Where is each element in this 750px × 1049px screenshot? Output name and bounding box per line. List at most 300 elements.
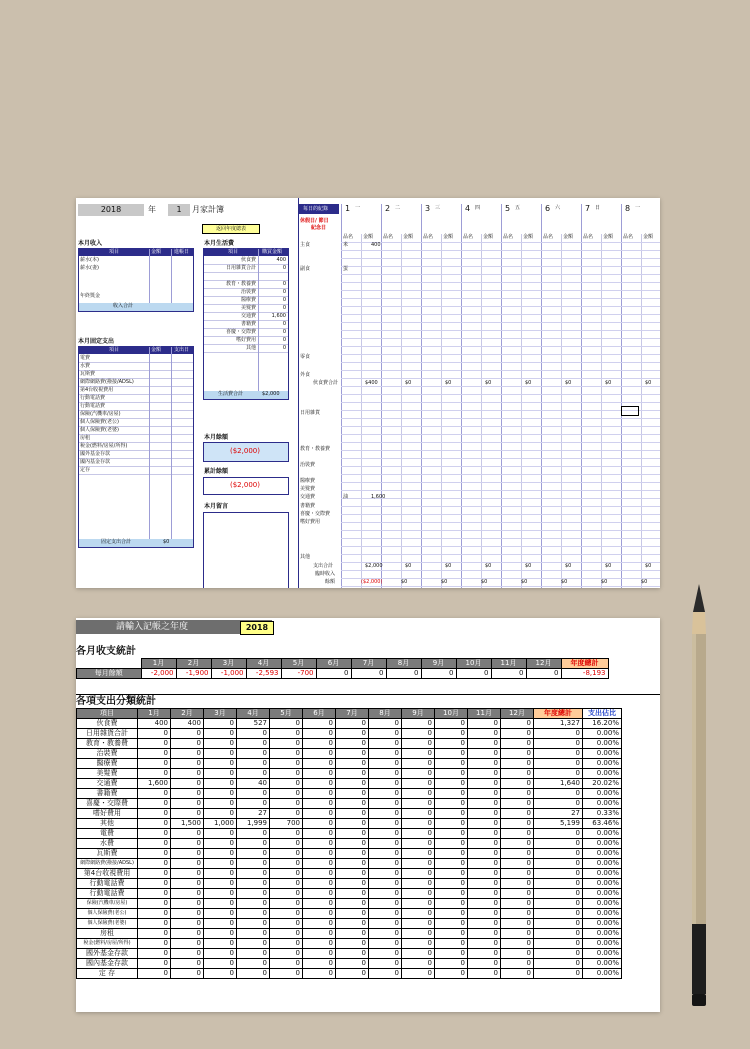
category-month-value: 0	[237, 829, 270, 839]
expense-total-value: $2,000	[365, 563, 383, 569]
category-month-value: 0	[369, 869, 402, 879]
category-month-value: 0	[237, 969, 270, 979]
category-month-value: 0	[468, 879, 501, 889]
day-row-line	[341, 330, 660, 331]
category-month-header: 9月	[402, 709, 435, 719]
category-month-value: 0	[402, 919, 435, 929]
category-month-value: 0	[336, 819, 369, 829]
monthly-balance-value: -2,593	[246, 669, 281, 679]
pencil-icon	[684, 584, 714, 1014]
category-month-value: 0	[336, 909, 369, 919]
entry-amount: 1,600	[371, 494, 386, 500]
category-month-value: 0	[204, 889, 237, 899]
category-month-value: 0	[402, 809, 435, 819]
living-row-label: 伙食費	[240, 257, 256, 263]
category-month-value: 0	[369, 909, 402, 919]
daily-category-label: 其他	[300, 554, 311, 560]
day-row-line	[341, 458, 660, 459]
col-amount: 金額	[403, 234, 414, 240]
fixed-row-label: 行動電話費	[80, 395, 106, 401]
category-row-label: 行動電話費	[77, 879, 138, 889]
day-row-line	[341, 402, 660, 403]
category-item-header: 項目	[77, 709, 138, 719]
category-month-value: 0	[501, 749, 534, 759]
category-month-value: 0	[204, 969, 237, 979]
category-month-value: 0	[171, 759, 204, 769]
day-of-week: 三	[435, 205, 441, 211]
fixed-row	[79, 355, 193, 363]
month-header: 8月	[386, 659, 421, 669]
selected-cell[interactable]	[621, 406, 639, 416]
category-month-value: 0	[369, 789, 402, 799]
daily-category-label: 外食	[300, 372, 311, 378]
category-month-value: 0	[237, 959, 270, 969]
day-row-line	[341, 442, 660, 443]
category-row	[77, 889, 622, 899]
expense-total-value: $0	[485, 563, 492, 569]
category-month-value: 0	[303, 889, 336, 899]
day-row-line	[341, 562, 660, 563]
category-month-value: 0	[501, 729, 534, 739]
category-month-value: 0	[204, 789, 237, 799]
category-month-value: 0	[435, 939, 468, 949]
living-row-label: 治裝費	[240, 289, 256, 295]
category-month-value: 0	[303, 819, 336, 829]
category-month-value: 527	[237, 719, 270, 729]
category-month-value: 0	[204, 739, 237, 749]
category-month-value: 0	[369, 939, 402, 949]
daily-category-label: 醫療費	[300, 478, 316, 484]
category-month-value: 0	[435, 889, 468, 899]
category-month-value: 0	[402, 839, 435, 849]
day-of-week: 一	[355, 205, 361, 211]
category-month-value: 0	[303, 859, 336, 869]
category-month-value: 0	[237, 939, 270, 949]
category-month-value: 0	[468, 779, 501, 789]
category-month-value: 0	[138, 819, 171, 829]
category-month-value: 0	[303, 959, 336, 969]
category-month-value: 0	[303, 759, 336, 769]
category-month-value: 0	[237, 739, 270, 749]
day-of-week: 一	[635, 205, 641, 211]
living-total-value: $2,000	[262, 391, 280, 397]
category-month-value: 0	[336, 739, 369, 749]
day-number: 6	[545, 204, 551, 213]
category-row-label: 水費	[77, 839, 138, 849]
expense-total-value: $0	[565, 563, 572, 569]
living-row-value: 0	[282, 305, 286, 311]
living-row	[204, 273, 288, 281]
category-ratio-value: 0.00%	[583, 759, 622, 769]
fixed-title: 本月固定支出	[78, 338, 115, 345]
category-ratio-value: 0.00%	[583, 939, 622, 949]
category-row-label: 瓦斯費	[77, 849, 138, 859]
category-month-value: 0	[303, 729, 336, 739]
category-month-value: 0	[468, 829, 501, 839]
category-total-value: 0	[534, 739, 583, 749]
category-row-label: 日用雜貨合計	[77, 729, 138, 739]
col-amount: 金額	[483, 234, 494, 240]
monthly-balance-value: -1,000	[211, 669, 246, 679]
balance-value: ($2,000)	[230, 447, 260, 455]
category-total-value: 0	[534, 749, 583, 759]
category-total-value: 0	[534, 789, 583, 799]
category-month-value: 0	[468, 939, 501, 949]
category-month-value: 0	[468, 789, 501, 799]
fixed-row-label: 定存	[80, 467, 91, 473]
fixed-row	[79, 363, 193, 371]
category-month-value: 0	[336, 949, 369, 959]
category-month-value: 1,000	[204, 819, 237, 829]
living-row-value: 0	[282, 321, 286, 327]
category-month-value: 0	[270, 749, 303, 759]
category-month-value: 0	[369, 749, 402, 759]
category-month-value: 0	[435, 969, 468, 979]
day-row-line	[341, 498, 660, 499]
category-row-label: 美髮費	[77, 769, 138, 779]
category-ratio-value: 0.00%	[583, 829, 622, 839]
fixed-table	[78, 346, 194, 548]
year-cell[interactable]: 2018	[78, 204, 144, 216]
category-month-value: 0	[402, 759, 435, 769]
category-month-value: 0	[336, 869, 369, 879]
category-month-value: 0	[435, 899, 468, 909]
fixed-row-label: 個人保險費(老婆)	[80, 427, 119, 433]
category-month-value: 0	[270, 919, 303, 929]
living-row-label: 美髮費	[240, 305, 256, 311]
category-month-value: 0	[435, 829, 468, 839]
day-row-line	[341, 586, 660, 587]
category-row-label: 稅金(燃料/房屋/所得)	[77, 939, 138, 949]
category-month-value: 0	[336, 839, 369, 849]
category-ratio-value: 0.00%	[583, 849, 622, 859]
month-cell[interactable]: 1	[168, 204, 190, 216]
income-total-label: 收入合計	[113, 303, 134, 309]
month-header: 12月	[526, 659, 561, 669]
category-month-value: 0	[402, 869, 435, 879]
category-month-value: 0	[171, 959, 204, 969]
category-month-value: 0	[171, 799, 204, 809]
category-ratio-value: 0.00%	[583, 739, 622, 749]
day-row-line	[341, 530, 660, 531]
category-month-value: 0	[303, 929, 336, 939]
category-total-value: 0	[534, 769, 583, 779]
fixed-row-label: 水費	[80, 363, 91, 369]
category-total-value: 0	[534, 929, 583, 939]
category-month-value: 0	[501, 799, 534, 809]
category-month-value: 0	[138, 849, 171, 859]
category-row-label: 醫療費	[77, 759, 138, 769]
category-month-value: 0	[303, 869, 336, 879]
category-month-value: 0	[501, 859, 534, 869]
category-month-value: 0	[435, 729, 468, 739]
category-month-value: 0	[501, 839, 534, 849]
category-ratio-value: 0.00%	[583, 879, 622, 889]
category-total-value: 0	[534, 949, 583, 959]
fixed-row	[79, 467, 193, 475]
category-month-value: 0	[138, 939, 171, 949]
category-row-label: 房租	[77, 929, 138, 939]
monthly-total-header: 年度總計	[561, 659, 608, 669]
category-month-value: 0	[501, 829, 534, 839]
food-total-value: $0	[605, 380, 612, 386]
monthly-balance-value: -2,000	[141, 669, 176, 679]
category-month-value: 0	[369, 959, 402, 969]
day-row-line	[341, 466, 660, 467]
category-row	[77, 879, 622, 889]
fixed-row-label: 國內基金存款	[80, 459, 111, 465]
category-month-value: 0	[237, 789, 270, 799]
month-header: 11月	[491, 659, 526, 669]
income-row: 年終獎金	[80, 293, 101, 299]
back-to-yearly-button[interactable]: 返回年度總表	[202, 224, 260, 234]
day-of-week: 二	[395, 205, 401, 211]
category-month-value: 0	[501, 819, 534, 829]
category-month-value: 0	[204, 899, 237, 909]
category-total-value: 0	[534, 859, 583, 869]
category-month-value: 0	[435, 799, 468, 809]
category-month-value: 0	[501, 869, 534, 879]
category-month-value: 0	[468, 819, 501, 829]
monthly-balance-value: 0	[526, 669, 561, 679]
category-month-value: 0	[171, 879, 204, 889]
category-row-label: 第4台收視費用	[77, 869, 138, 879]
daily-category-label: 交通費	[300, 494, 316, 500]
category-month-value: 0	[270, 859, 303, 869]
holiday-label: 休假日/ 節日	[300, 218, 329, 224]
category-month-value: 0	[138, 869, 171, 879]
day-number: 4	[465, 204, 471, 213]
category-month-value: 0	[138, 949, 171, 959]
category-month-value: 0	[369, 859, 402, 869]
category-month-value: 0	[402, 749, 435, 759]
category-month-value: 0	[501, 919, 534, 929]
category-month-value: 0	[270, 869, 303, 879]
monthly-title: 各月收支統計	[76, 646, 136, 657]
category-month-value: 0	[369, 769, 402, 779]
living-row-value: 0	[282, 297, 286, 303]
category-month-value: 0	[237, 799, 270, 809]
category-month-value: 0	[237, 899, 270, 909]
day-row-line	[341, 482, 660, 483]
category-month-value: 0	[303, 719, 336, 729]
fixed-total-value: $0	[163, 539, 170, 545]
daily-category-label: 教育・教養費	[300, 446, 331, 452]
fixed-row-label: 保險(汽機車/房屋)	[80, 411, 121, 417]
category-month-value: 0	[501, 739, 534, 749]
living-title: 本月生活費	[204, 240, 235, 247]
income-title: 本月收入	[78, 240, 103, 247]
category-month-value: 0	[138, 749, 171, 759]
income-col-amount: 金額	[151, 249, 162, 255]
category-month-value: 0	[270, 939, 303, 949]
category-row-label: 電費	[77, 829, 138, 839]
category-month-value: 0	[369, 949, 402, 959]
balance-value: $0	[441, 579, 448, 585]
category-month-value: 400	[138, 719, 171, 729]
category-month-value: 0	[336, 729, 369, 739]
day-subcolumn-line	[641, 234, 642, 588]
day-row-line	[341, 394, 660, 395]
category-month-value: 0	[501, 909, 534, 919]
category-month-value: 400	[171, 719, 204, 729]
category-month-value: 0	[303, 779, 336, 789]
category-month-value: 0	[237, 849, 270, 859]
month-header: 9月	[421, 659, 456, 669]
category-month-value: 0	[204, 809, 237, 819]
category-month-value: 0	[369, 719, 402, 729]
category-month-value: 0	[468, 919, 501, 929]
category-month-value: 0	[270, 789, 303, 799]
entry-amount: 400	[371, 242, 381, 248]
category-month-value: 0	[435, 749, 468, 759]
category-month-value: 0	[171, 749, 204, 759]
living-row-value: 0	[282, 345, 286, 351]
category-month-value: 0	[402, 849, 435, 859]
category-month-value: 0	[402, 929, 435, 939]
category-month-header: 3月	[204, 709, 237, 719]
col-name: 品名	[423, 234, 434, 240]
category-row	[77, 789, 622, 799]
category-ratio-value: 0.00%	[583, 839, 622, 849]
category-month-value: 0	[303, 809, 336, 819]
category-month-value: 0	[303, 969, 336, 979]
category-month-value: 0	[435, 779, 468, 789]
category-month-value: 0	[468, 849, 501, 859]
category-month-value: 0	[171, 909, 204, 919]
category-row	[77, 899, 622, 909]
month-header: 4月	[246, 659, 281, 669]
category-total-value: 0	[534, 919, 583, 929]
expense-total-value: $0	[445, 563, 452, 569]
category-month-value: 0	[435, 949, 468, 959]
category-month-value: 0	[171, 729, 204, 739]
category-row	[77, 849, 622, 859]
day-row-line	[341, 386, 660, 387]
category-month-value: 0	[435, 879, 468, 889]
category-month-value: 0	[270, 889, 303, 899]
category-ratio-value: 0.00%	[583, 899, 622, 909]
category-month-value: 0	[303, 909, 336, 919]
category-month-value: 0	[171, 929, 204, 939]
category-total-value: 1,327	[534, 719, 583, 729]
col-amount: 金額	[643, 234, 654, 240]
income-col-item: 項目	[109, 249, 120, 255]
category-ratio-value: 16.20%	[583, 719, 622, 729]
category-month-value: 0	[369, 899, 402, 909]
summary-year-input[interactable]: 2018	[240, 621, 274, 635]
category-ratio-value: 0.00%	[583, 869, 622, 879]
day-number: 7	[585, 204, 591, 213]
category-month-value: 0	[138, 829, 171, 839]
category-month-value: 0	[237, 869, 270, 879]
category-month-value: 0	[237, 929, 270, 939]
category-month-header: 4月	[237, 709, 270, 719]
category-month-value: 0	[171, 919, 204, 929]
category-month-value: 0	[303, 899, 336, 909]
col-amount: 金額	[563, 234, 574, 240]
category-month-value: 0	[171, 899, 204, 909]
day-number: 3	[425, 204, 431, 213]
category-row	[77, 929, 622, 939]
category-month-value: 0	[138, 959, 171, 969]
category-month-value: 0	[237, 919, 270, 929]
category-ratio-value: 0.00%	[583, 789, 622, 799]
living-col-item: 項目	[228, 249, 239, 255]
category-total-value: 0	[534, 879, 583, 889]
day-row-line	[341, 362, 660, 363]
category-month-value: 0	[138, 799, 171, 809]
category-month-value: 0	[303, 789, 336, 799]
day-row-line	[341, 282, 660, 283]
category-row	[77, 719, 622, 729]
category-month-value: 0	[303, 939, 336, 949]
daily-category-label: 主食	[300, 242, 311, 248]
living-total-label: 生活費合計	[218, 391, 244, 397]
day-row-line	[341, 354, 660, 355]
fixed-row-label: 個人保險費(老公)	[80, 419, 119, 425]
income-row: 薪水(妻)	[80, 265, 99, 271]
category-total-value: 0	[534, 829, 583, 839]
living-row-value: 0	[282, 265, 286, 271]
col-name: 品名	[583, 234, 594, 240]
category-month-value: 0	[138, 889, 171, 899]
category-month-value: 0	[402, 899, 435, 909]
monthly-balance-value: -1,900	[176, 669, 211, 679]
category-month-value: 0	[468, 719, 501, 729]
fixed-row-label: 國外基金存款	[80, 451, 111, 457]
fixed-row-label: 網際網路費(撥接/ADSL)	[80, 379, 134, 385]
category-month-value: 0	[468, 839, 501, 849]
category-month-value: 0	[171, 789, 204, 799]
category-row	[77, 819, 622, 829]
category-month-header: 2月	[171, 709, 204, 719]
category-month-value: 0	[402, 799, 435, 809]
living-row-label: 醫療費	[240, 297, 256, 303]
day-of-week: 五	[515, 205, 521, 211]
category-row-label: 國外基金存款	[77, 949, 138, 959]
category-month-value: 0	[468, 969, 501, 979]
category-month-value: 0	[369, 809, 402, 819]
category-total-value: 0	[534, 909, 583, 919]
category-month-value: 0	[501, 769, 534, 779]
living-row-value: 0	[282, 289, 286, 295]
col-name: 品名	[503, 234, 514, 240]
category-month-value: 0	[270, 909, 303, 919]
category-month-value: 0	[336, 749, 369, 759]
category-month-value: 0	[402, 779, 435, 789]
category-month-value: 0	[171, 739, 204, 749]
living-table	[203, 248, 289, 400]
living-row-label: 日用雜貨合計	[225, 265, 256, 271]
category-row	[77, 869, 622, 879]
category-month-value: 0	[138, 789, 171, 799]
category-row-label: 治裝費	[77, 749, 138, 759]
category-ratio-value: 0.00%	[583, 969, 622, 979]
food-total-value: $0	[405, 380, 412, 386]
category-month-value: 0	[435, 859, 468, 869]
category-row	[77, 939, 622, 949]
food-total-value: $0	[485, 380, 492, 386]
cumulative-box	[203, 477, 289, 495]
memo-box[interactable]	[203, 512, 289, 588]
category-month-value: 0	[369, 929, 402, 939]
day-row-line	[341, 570, 660, 571]
category-month-value: 0	[501, 879, 534, 889]
category-month-value: 0	[138, 759, 171, 769]
day-row-line	[341, 290, 660, 291]
category-month-value: 0	[435, 909, 468, 919]
